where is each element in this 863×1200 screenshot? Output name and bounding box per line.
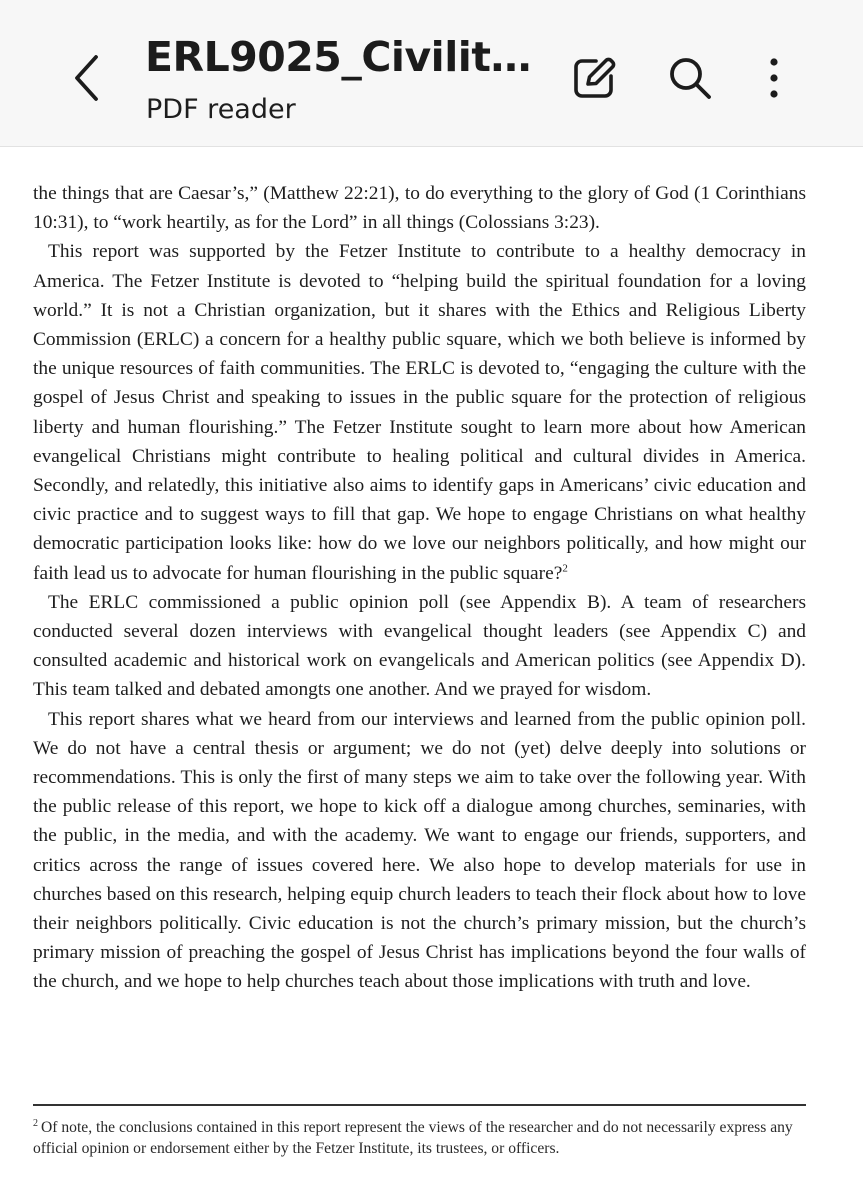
edit-note-icon <box>570 54 618 102</box>
footnote-text: Of note, the conclusions contained in this report represent the views of the researcher and do not necessarily express any official opinion or endorsement either by the Fetzer Institute, its trustees, or officers. <box>33 1119 793 1157</box>
paragraph-2 <box>33 237 806 587</box>
paragraph-3: The ERLC commissioned a public opinion poll (see Appendix B). A team of researchers conducted several dozen interviews with evangelical thought leaders (see Appendix C) and consulted academic and historical work on evangelicals and American politics (see Appendix D). This team talked and debated amongts one another. And we prayed for wisdom. <box>33 591 806 701</box>
app-subtitle: PDF reader <box>146 94 296 125</box>
app-bar <box>0 0 863 147</box>
more-vertical-icon <box>764 54 784 102</box>
edit-button[interactable] <box>568 52 620 104</box>
back-button[interactable] <box>58 46 114 110</box>
more-options-button[interactable] <box>748 52 800 104</box>
paragraph-4: This report shares what we heard from our interviews and learned from the public opinion poll. We do not have a central thesis or argument; we do not (yet) delve deeply into solutions or recommendations. This is only the first of many steps we aim to take over the following year. With the public release of this report, we hope to kick off a dialogue among churches, seminaries, with the public, in the media, and with the academy. We want to engage our friends, supporters, and critics across the range of issues covered here. We also hope to develop materials for use in churches based on this research, helping equip church leaders to teach their flock about how to love their neighbors politically. Civic education is not the church’s primary mission, but the church’s primary mission of preaching the gospel of Jesus Christ has implications beyond the four walls of the church, and we hope to help churches teach about those implications with truth and love. <box>33 708 806 993</box>
footnote <box>33 1117 793 1159</box>
search-button[interactable] <box>664 52 716 104</box>
document-title: ERL9025_Civilit… <box>145 33 531 81</box>
footnote-marker: 2 <box>33 1117 38 1129</box>
footnote-divider <box>33 1104 806 1106</box>
search-icon <box>666 54 714 102</box>
pdf-page-content <box>33 179 806 997</box>
paragraph-1: the things that are Caesar’s,” (Matthew 22:21), to do everything to the glory of God (1 Corinthians 10:31), to “work heartily, as for the Lord” in all things (Colossians 3:23). <box>33 183 806 234</box>
paragraph-2-text: This report was supported by the Fetzer Institute to contribute to a healthy democracy in America. The Fetzer Institute is devoted to “helping build the spiritual foundation for a loving world.” It is not a Christian organization, but it shares with the Ethics and Religious Liberty Commission (ERLC) a concern for a healthy public square, which we both believe is informed by the unique resources of faith communities. The ERLC is devoted to, “engaging the culture with the gospel of Jesus Christ and speaking to issues in the public square for the protection of religious liberty and human flourishing.” The Fetzer Institute sought to learn more about how American evangelical Christians might contribute to healing political and cultural divides in America. Secondly, and relatedly, this initiative also aims to identify gaps in Americans’ civic education and civic practice and to suggest ways to fill that gap. We hope to engage Christians on what healthy democratic participation looks like: how do we love our neighbors politically, and how might our faith lead us to advocate for human flourishing in the public square? <box>33 241 806 584</box>
chevron-left-icon <box>71 53 101 103</box>
footnote-reference[interactable]: 2 <box>562 562 568 575</box>
